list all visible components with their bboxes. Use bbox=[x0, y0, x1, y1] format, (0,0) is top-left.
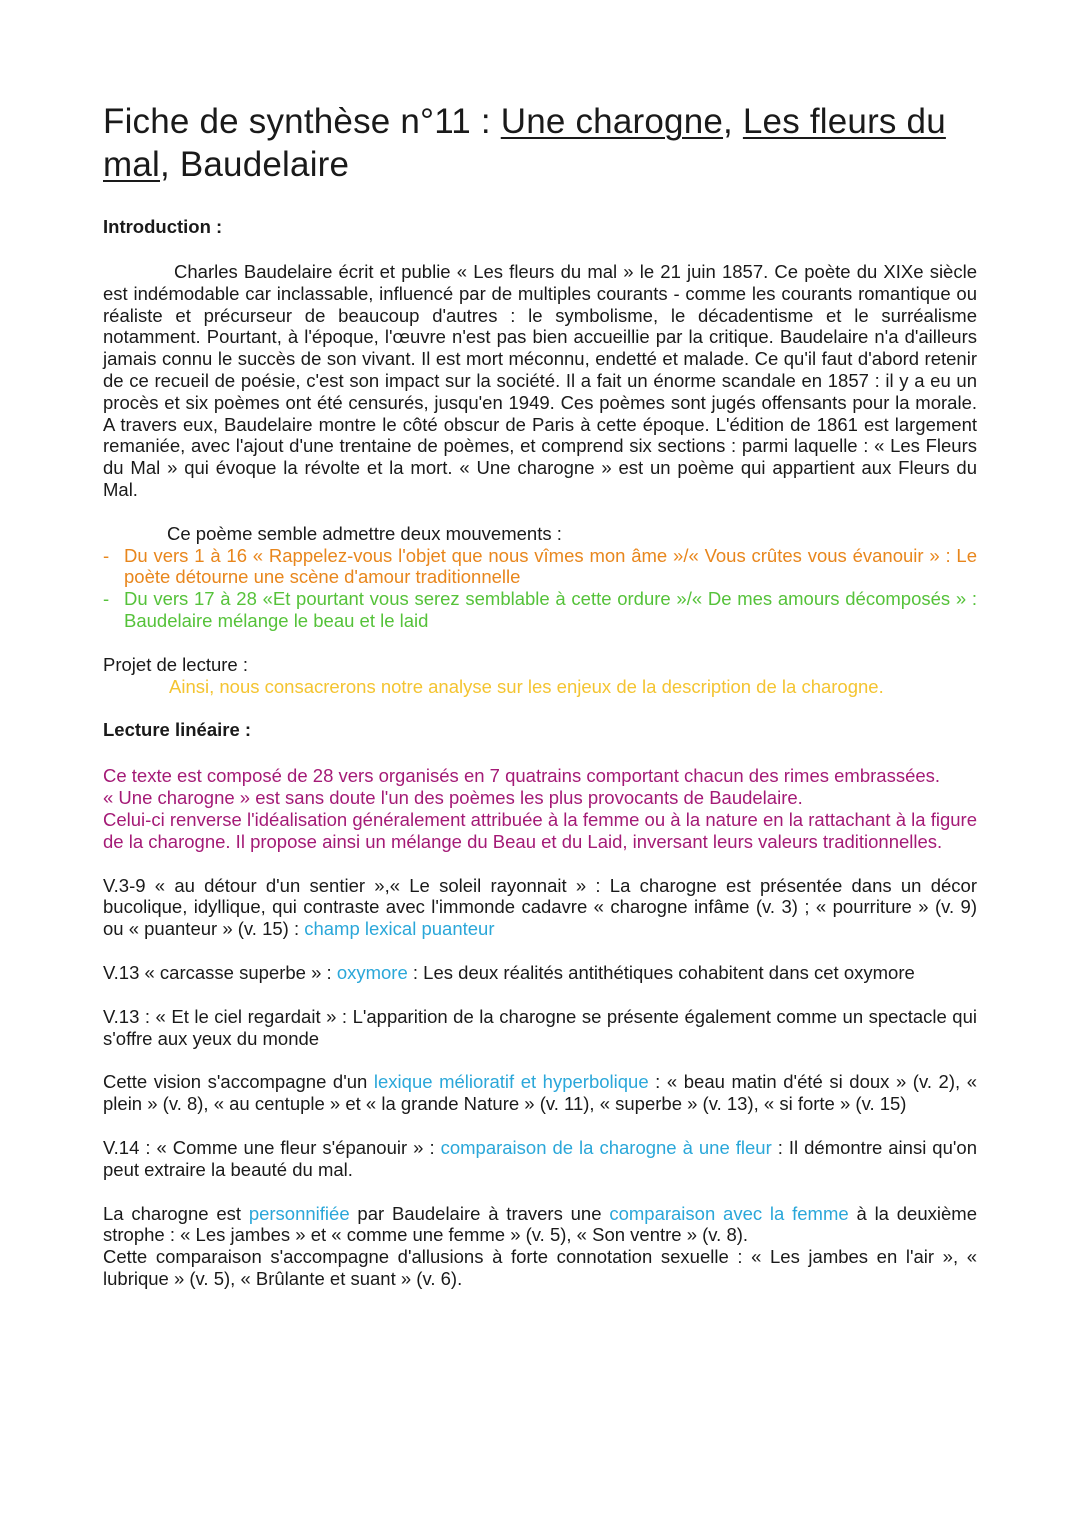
analysis-text: à la deuxième strophe : « Les jambes » et « comme une femme » (v. 5), « Son ventre » (v. 8). bbox=[103, 1202, 977, 1246]
analysis-paragraph-7: Cette comparaison s'accompagne d'allusions à forte connotation sexuelle : « Les jambes en l'air », « lubrique » (v. 5), « Brûlante et suant » (v. 6). bbox=[103, 1246, 977, 1289]
analysis-paragraph-5 bbox=[103, 1137, 977, 1181]
analysis-text: : Les deux réalités antithétiques cohabitent dans cet oxymore bbox=[407, 961, 915, 983]
analysis-paragraph-4 bbox=[103, 1071, 977, 1115]
title-prefix: Fiche de synthèse n°11 : bbox=[103, 102, 501, 141]
movements-intro: Ce poème semble admettre deux mouvements : bbox=[167, 522, 562, 544]
highlight-term: comparaison de la charogne à une fleur bbox=[440, 1136, 772, 1158]
movement-item bbox=[103, 545, 977, 589]
lecture-heading: Lecture linéaire : bbox=[103, 719, 252, 741]
lecture-intro-line: « Une charogne » est sans doute l'un des poèmes les plus provocants de Baudelaire. bbox=[103, 787, 803, 809]
title-work: Une charogne bbox=[500, 102, 724, 141]
analysis-text: V.3-9 « au détour d'un sentier »,« Le soleil rayonnait » : La charogne est présentée dans un décor bucolique, idyllique, qui contraste avec l'immonde cadavre « charogne infâme (v. 3) ; « pourriture » (v. 9) ou « puanteur » (v. 15) : bbox=[103, 874, 977, 940]
analysis-text: Cette vision s'accompagne d'un bbox=[103, 1071, 374, 1093]
introduction-paragraph: Charles Baudelaire écrit et publie « Les fleurs du mal » le 21 juin 1857. Ce poète du XIXe siècle est indémodable car inclassable, influencé par de multiples courants - comme les courants romantique ou réaliste et précurseur de beaucoup d'autres : le symbolisme, le décadentisme et le surréalisme notamment. Pourtant, à l'époque, l'œuvre n'est pas bien accueillie par la critique. Baudelaire n'a d'ailleurs jamais connu le succès de son vivant. Il est mort méconnu, endetté et malade. Ce qu'il faut d'abord retenir de ce recueil de poésie, c'est son impact sur la société. Il a fait un énorme scandale en 1857 : il y a eu un procès et six poèmes ont été censurés, jusqu'en 1949. Ces poèmes sont jugés offensants pour la morale. A travers eux, Baudelaire montre le côté obscur de Paris à cette époque. L'édition de 1861 est largement remaniée, avec l'ajout d'une trentaine de poèmes, et comprend six sections : parmi laquelle : « Les Fleurs du Mal » qui évoque la révolte et la mort. « Une charogne » est un poème qui appartient aux Fleurs du Mal. bbox=[103, 261, 977, 500]
projet-label: Projet de lecture : bbox=[103, 653, 248, 675]
projet-text: Ainsi, nous consacrerons notre analyse sur les enjeux de la description de la charogne. bbox=[169, 675, 884, 697]
highlight-term: oxymore bbox=[336, 961, 408, 983]
movement-text: Du vers 1 à 16 « Rappelez-vous l'objet que nous vîmes mon âme »/« Vous crûtes vous évanouir » : Le poète détourne une scène d'amour traditionnelle bbox=[124, 544, 977, 588]
highlight-term: comparaison avec la femme bbox=[609, 1202, 849, 1224]
analysis-text: V.13 « carcasse superbe » : bbox=[103, 961, 337, 983]
analysis-text: V.14 : « Comme une fleur s'épanouir » : bbox=[103, 1136, 441, 1158]
introduction-heading: Introduction : bbox=[103, 216, 223, 237]
analysis-text: par Baudelaire à travers une bbox=[349, 1202, 610, 1224]
list-dash: - bbox=[103, 544, 110, 566]
list-dash: - bbox=[103, 588, 110, 610]
lecture-intro-line: Ce texte est composé de 28 vers organisés en 7 quatrains comportant chacun des rimes embrassées. bbox=[103, 765, 941, 787]
movement-item bbox=[103, 588, 977, 632]
title-collection: Les fleurs du mal bbox=[103, 102, 946, 184]
title-separator: , bbox=[723, 102, 743, 141]
analysis-paragraph-6 bbox=[103, 1203, 977, 1247]
highlight-term: lexique mélioratif et hyperbolique bbox=[373, 1071, 649, 1093]
analysis-text: La charogne est bbox=[103, 1202, 249, 1224]
lecture-intro bbox=[103, 765, 977, 852]
movement-text: Du vers 17 à 28 «Et pourtant vous serez semblable à cette ordure »/« De mes amours décomposés » : Baudelaire mélange le beau et le laid bbox=[124, 588, 977, 631]
highlight-term: champ lexical puanteur bbox=[304, 918, 495, 940]
highlight-term: personnifiée bbox=[248, 1202, 350, 1224]
analysis-paragraph-2 bbox=[103, 962, 977, 984]
analysis-text: : « beau matin d'été si doux » (v. 2), « plein » (v. 8), « au centuple » et « la grande Nature » (v. 11), « superbe » (v. 13), « si forte » (v. 15) bbox=[103, 1071, 977, 1115]
document-page bbox=[103, 100, 977, 1290]
title-author: , Baudelaire bbox=[160, 145, 350, 184]
lecture-intro-line: Celui-ci renverse l'idéalisation généralement attribuée à la femme ou à la nature en la rattachant à la figure de la charogne. Il propose ainsi un mélange du Beau et du Laid, inversant leurs valeurs traditionnelles. bbox=[103, 808, 977, 852]
analysis-paragraph-1 bbox=[103, 875, 977, 940]
movements-list bbox=[103, 545, 977, 632]
page-title bbox=[103, 100, 977, 186]
analysis-paragraph-3: V.13 : « Et le ciel regardait » : L'apparition de la charogne se présente également comme un spectacle qui s'offre aux yeux du monde bbox=[103, 1005, 977, 1049]
analysis-text: : Il démontre ainsi qu'on peut extraire la beauté du mal. bbox=[103, 1136, 977, 1180]
